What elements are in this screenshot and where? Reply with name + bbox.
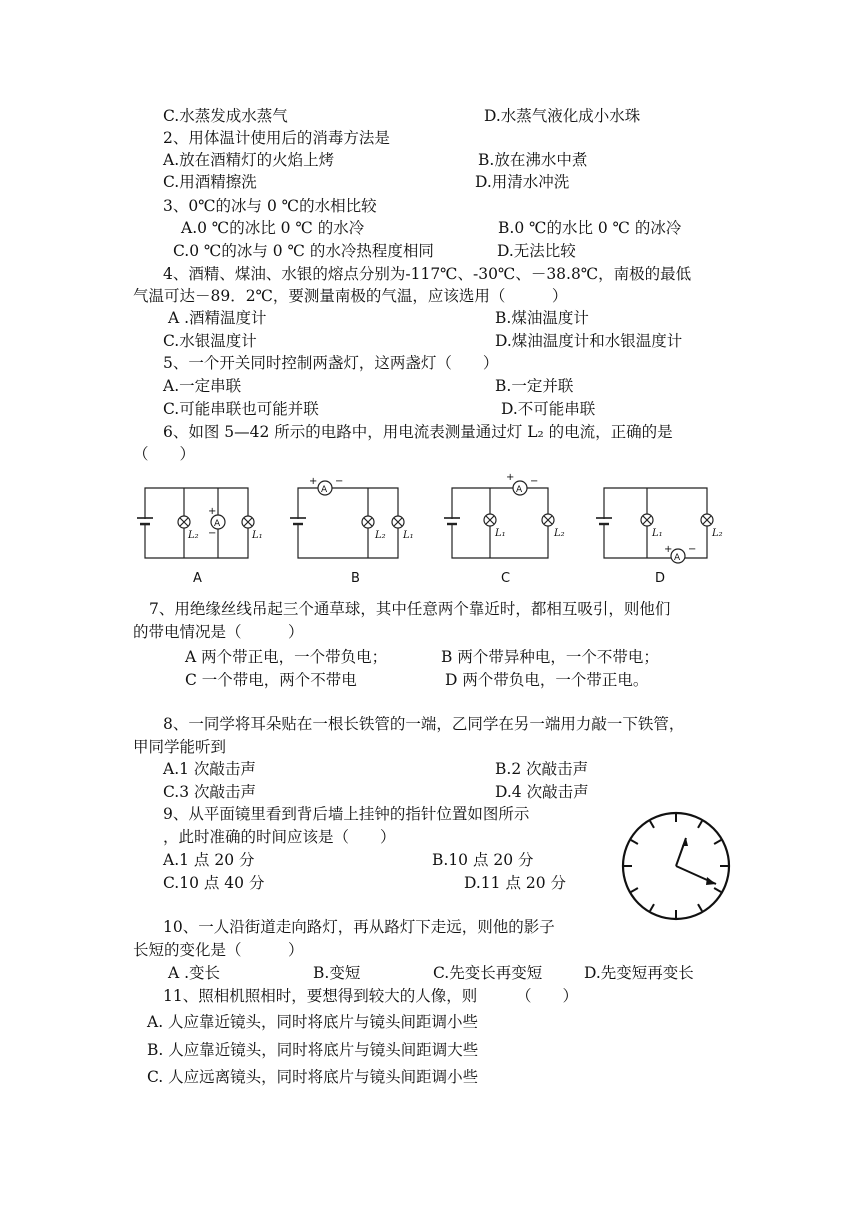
svg-text:−: − — [335, 476, 344, 487]
q9-option-b: B.10 点 20 分 — [432, 851, 534, 869]
svg-text:L₁: L₁ — [652, 528, 663, 539]
svg-text:−: − — [530, 476, 539, 487]
q3-option-d: D.无法比较 — [497, 242, 576, 260]
q2-option-b: B.放在沸水中煮 — [478, 151, 588, 169]
q8-option-c: C.3 次敲击声 — [163, 783, 257, 801]
q1-option-c: C.水蒸发成水蒸气 — [163, 107, 288, 125]
q2-option-c: C.用酒精擦洗 — [163, 173, 257, 191]
q11-option-a: A. 人应靠近镜头，同时将底片与镜头间距调小些 — [147, 1013, 479, 1031]
svg-text:+: + — [664, 544, 673, 555]
q10-option-d: D.先变短再变长 — [584, 964, 694, 982]
q8-stem-line2: 甲同学能听到 — [133, 738, 227, 756]
q2-stem: 2、用体温计使用后的消毒方法是 — [163, 129, 390, 147]
q9-option-a: A.1 点 20 分 — [163, 851, 255, 869]
q8-option-a: A.1 次敲击声 — [163, 760, 256, 778]
q7-option-d: D 两个带负电，一个带正电。 — [445, 671, 649, 689]
svg-text:+: + — [309, 476, 318, 487]
svg-text:−: − — [688, 544, 697, 555]
svg-text:L₁: L₁ — [495, 528, 506, 539]
q10-stem-line2: 长短的变化是（ ） — [133, 941, 304, 959]
clock-icon — [620, 810, 732, 922]
q4-stem-line2: 气温可达－89．2℃，要测量南极的气温，应该选用（ ） — [133, 287, 568, 305]
q7-stem-line2: 的带电情况是（ ） — [133, 623, 304, 641]
svg-text:L₂: L₂ — [712, 528, 723, 539]
q11-option-b: B. 人应靠近镜头，同时将底片与镜头间距调大些 — [147, 1041, 479, 1059]
q4-option-a: A .酒精温度计 — [168, 309, 267, 327]
q3-option-a: A.0 ℃的冰比 0 ℃ 的水冷 — [181, 219, 365, 237]
q7-option-a: A 两个带正电，一个带负电； — [185, 648, 388, 666]
q8-option-d: D.4 次敲击声 — [495, 783, 589, 801]
circuit-label-c: C — [501, 571, 511, 586]
svg-text:L₂: L₂ — [375, 530, 386, 541]
svg-text:L₂: L₂ — [188, 530, 199, 541]
circuit-label-d: D — [655, 571, 666, 586]
q5-option-a: A.一定串联 — [163, 377, 242, 395]
q5-option-b: B.一定并联 — [495, 377, 574, 395]
q6-stem-line1: 6、如图 5—42 所示的电路中，用电流表测量通过灯 L₂ 的电流，正确的是 — [163, 423, 673, 441]
ammeter-label: A — [214, 519, 221, 529]
q8-option-b: B.2 次敲击声 — [495, 760, 589, 778]
svg-text:L₁: L₁ — [252, 530, 263, 541]
q5-option-d: D.不可能串联 — [501, 400, 596, 418]
q4-option-b: B.煤油温度计 — [495, 309, 589, 327]
q9-option-c: C.10 点 40 分 — [163, 874, 265, 892]
q10-option-b: B.变短 — [313, 964, 361, 982]
q11-stem: 11、照相机照相时，要想得到较大的人像，则 （ ） — [163, 987, 578, 1005]
svg-text:−: − — [208, 528, 217, 539]
q4-stem-line1: 4、酒精、煤油、水银的熔点分别为-117℃、-30℃、－38.8℃，南极的最低 — [163, 265, 692, 283]
q5-option-c: C.可能串联也可能并联 — [163, 400, 319, 418]
q7-option-b: B 两个带异种电，一个不带电； — [441, 648, 659, 666]
q6-stem-line2: （ ） — [133, 445, 196, 463]
svg-text:A: A — [674, 553, 681, 563]
circuit-diagram-d — [592, 470, 742, 595]
q4-option-d: D.煤油温度计和水银温度计 — [495, 332, 683, 350]
q3-option-b: B.0 ℃的水比 0 ℃ 的冰冷 — [498, 219, 682, 237]
svg-text:A: A — [321, 485, 328, 495]
svg-text:+: + — [506, 472, 515, 483]
svg-text:+: + — [208, 506, 217, 517]
circuit-diagram-c — [440, 470, 590, 595]
q9-stem-line2: ，此时准确的时间应该是（ ） — [163, 828, 396, 846]
svg-text:A: A — [516, 485, 523, 495]
q5-stem: 5、一个开关同时控制两盏灯，这两盏灯（ ） — [163, 354, 499, 372]
q7-stem-line1: 7、用绝缘丝线吊起三个通草球，其中任意两个靠近时，都相互吸引，则他们 — [149, 600, 671, 618]
q10-option-c: C.先变长再变短 — [433, 964, 543, 982]
circuit-diagram-a — [130, 470, 280, 595]
q8-stem-line1: 8、一同学将耳朵贴在一根长铁管的一端，乙同学在另一端用力敲一下铁管， — [163, 715, 685, 733]
circuit-label-b: B — [351, 571, 360, 586]
q2-option-d: D.用清水冲洗 — [475, 173, 570, 191]
svg-text:L₁: L₁ — [403, 530, 414, 541]
circuit-label-a: A — [193, 571, 202, 586]
q3-option-c: C.0 ℃的冰与 0 ℃ 的水冷热程度相同 — [173, 242, 434, 260]
q2-option-a: A.放在酒精灯的火焰上烤 — [163, 151, 335, 169]
q4-option-c: C.水银温度计 — [163, 332, 257, 350]
q11-option-c: C. 人应远离镜头，同时将底片与镜头间距调小些 — [147, 1068, 479, 1086]
q9-option-d: D.11 点 20 分 — [464, 874, 567, 892]
q3-stem: 3、0℃的冰与 0 ℃的水相比较 — [163, 197, 377, 215]
q10-option-a: A .变长 — [168, 964, 221, 982]
circuit-diagram-b — [283, 470, 433, 595]
q9-stem-line1: 9、从平面镜里看到背后墙上挂钟的指针位置如图所示 — [163, 805, 530, 823]
q1-option-d: D.水蒸气液化成小水珠 — [484, 107, 641, 125]
svg-text:L₂: L₂ — [554, 528, 565, 539]
q10-stem-line1: 10、一人沿街道走向路灯，再从路灯下走远，则他的影子 — [163, 918, 555, 936]
q7-option-c: C 一个带电，两个不带电 — [185, 671, 357, 689]
